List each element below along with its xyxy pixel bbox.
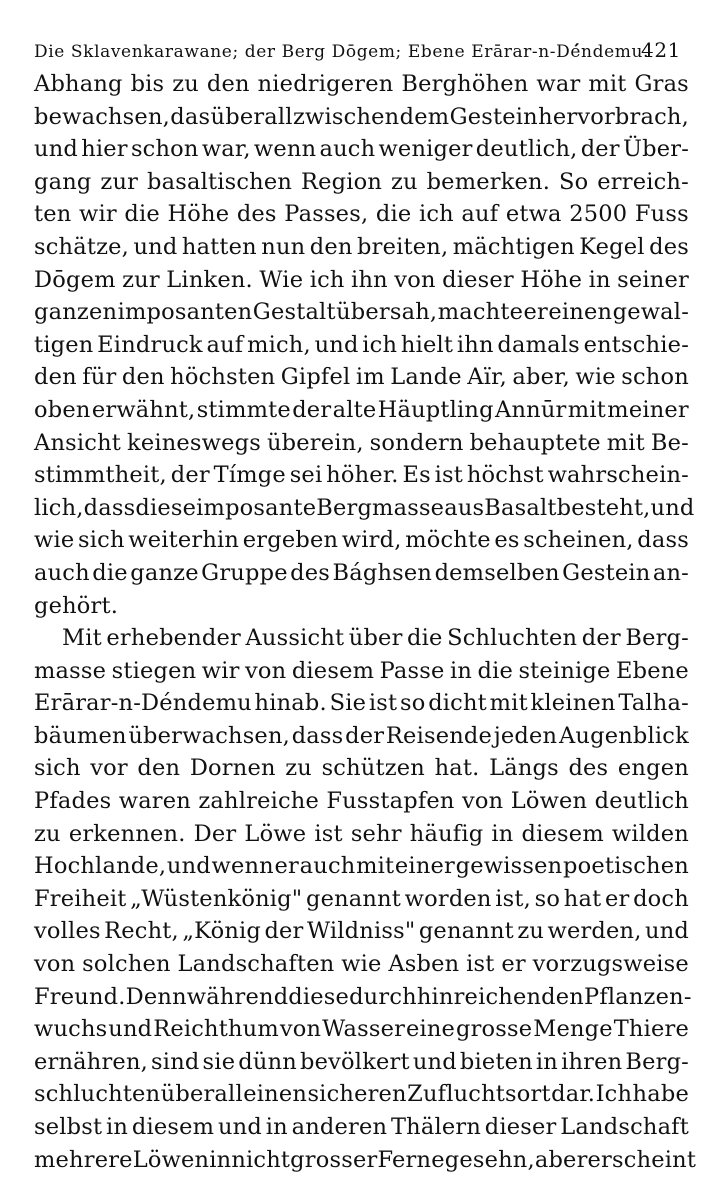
paragraph xyxy=(34,68,699,622)
text-line: Dōgem zur Linken. Wie ich ihn von dieser Höhe in seiner xyxy=(34,266,689,293)
text-line: Erārar-n-Déndemu hinab. Sie ist so dicht mit kleinen Talha- xyxy=(34,690,689,717)
text-line: Mit erhebender Aussicht über die Schluchten der Berg- xyxy=(62,625,689,652)
text-line: lich, dass diese imposante Bergmasse aus Basalt besteht, und xyxy=(34,494,695,521)
text-line: Freund. Denn während diese durch hinreichenden Pflanzen- xyxy=(34,983,692,1010)
text-line: volles Recht, „König der Wildniss" genannt zu werden, und xyxy=(34,918,689,945)
text-line: von solchen Landschaften wie Asben ist er vorzugsweise xyxy=(34,951,689,978)
text-line: und hier schon war, wenn auch weniger deutlich, der Über- xyxy=(34,136,689,163)
text-line: selbst in diesem und in anderen Thälern dieser Landschaft xyxy=(34,1114,689,1140)
text-line: schätze, und hatten nun den breiten, mächtigen Kegel des xyxy=(34,233,689,260)
text-line: Ansicht keineswegs überein, sondern behauptete mit Be- xyxy=(34,429,689,456)
text-line: bewachsen, das überall zwischen dem Gestein hervorbrach, xyxy=(34,103,689,130)
text-line: wuchs und Reichthum von Wasser eine grosse Menge Thiere xyxy=(34,1016,689,1043)
running-title: Die Sklavenkarawane; der Berg Dōgem; Ebene Erārar-n-Dé́ndemu. xyxy=(34,42,650,62)
body-text xyxy=(34,68,699,1176)
text-line: stimmtheit, der Tímge sei höher. Es ist höchst wahrschein- xyxy=(34,462,689,489)
text-line: schluchten überall einen sicheren Zufluchtsort dar. Ich habe xyxy=(34,1081,689,1108)
text-line: ganzen imposanten Gestalt übersah, machte er einen gewal- xyxy=(34,299,689,326)
text-line: ten wir die Höhe des Passes, die ich auf etwa 2500 Fuss xyxy=(34,201,689,228)
paragraph xyxy=(34,622,699,1176)
text-line: Pfades waren zahlreiche Fusstapfen von Löwen deutlich xyxy=(34,788,689,815)
text-line: ernähren, sind sie dünn bevölkert und bieten in ihren Berg- xyxy=(34,1048,689,1075)
text-line: wie sich weiterhin ergeben wird, möchte es scheinen, dass xyxy=(34,527,689,554)
running-header xyxy=(34,38,699,64)
text-line: mehrere Löwen in nicht grosser Ferne gesehn, aber er scheint xyxy=(34,1146,697,1173)
text-line: masse stiegen wir von diesem Passe in die steinige Ebene xyxy=(34,657,689,684)
text-line: auch die ganze Gruppe des Bághsen demselben Gestein an- xyxy=(34,559,689,586)
text-line: Freiheit „Wüstenkönig" genannt worden ist, so hat er doch xyxy=(34,885,689,912)
text-line: sich vor den Dornen zu schützen hat. Längs des engen xyxy=(34,755,689,782)
text-line: tigen Eindruck auf mich, und ich hielt ihn damals entschie- xyxy=(34,331,689,358)
text-line: den für den höchsten Gipfel im Lande Aïr, aber, wie schon xyxy=(34,364,689,391)
text-line: gang zur basaltischen Region zu bemerken. So erreich- xyxy=(34,168,689,195)
text-line: Hochlande, und wenn er auch mit einer gewissen poetischen xyxy=(34,853,689,880)
text-line: zu erkennen. Der Löwe ist sehr häufig in diesem wilden xyxy=(34,820,689,847)
page-number: 421 xyxy=(641,38,681,62)
text-line: bäumen überwachsen, dass der Reisende jeden Augenblick xyxy=(34,722,689,749)
text-line: Abhang bis zu den niedrigeren Berghöhen war mit Gras xyxy=(34,71,689,97)
text-line: oben erwähnt, stimmte der alte Häuptling Annūr mit meiner xyxy=(34,396,689,423)
text-line: gehört. xyxy=(34,592,119,619)
